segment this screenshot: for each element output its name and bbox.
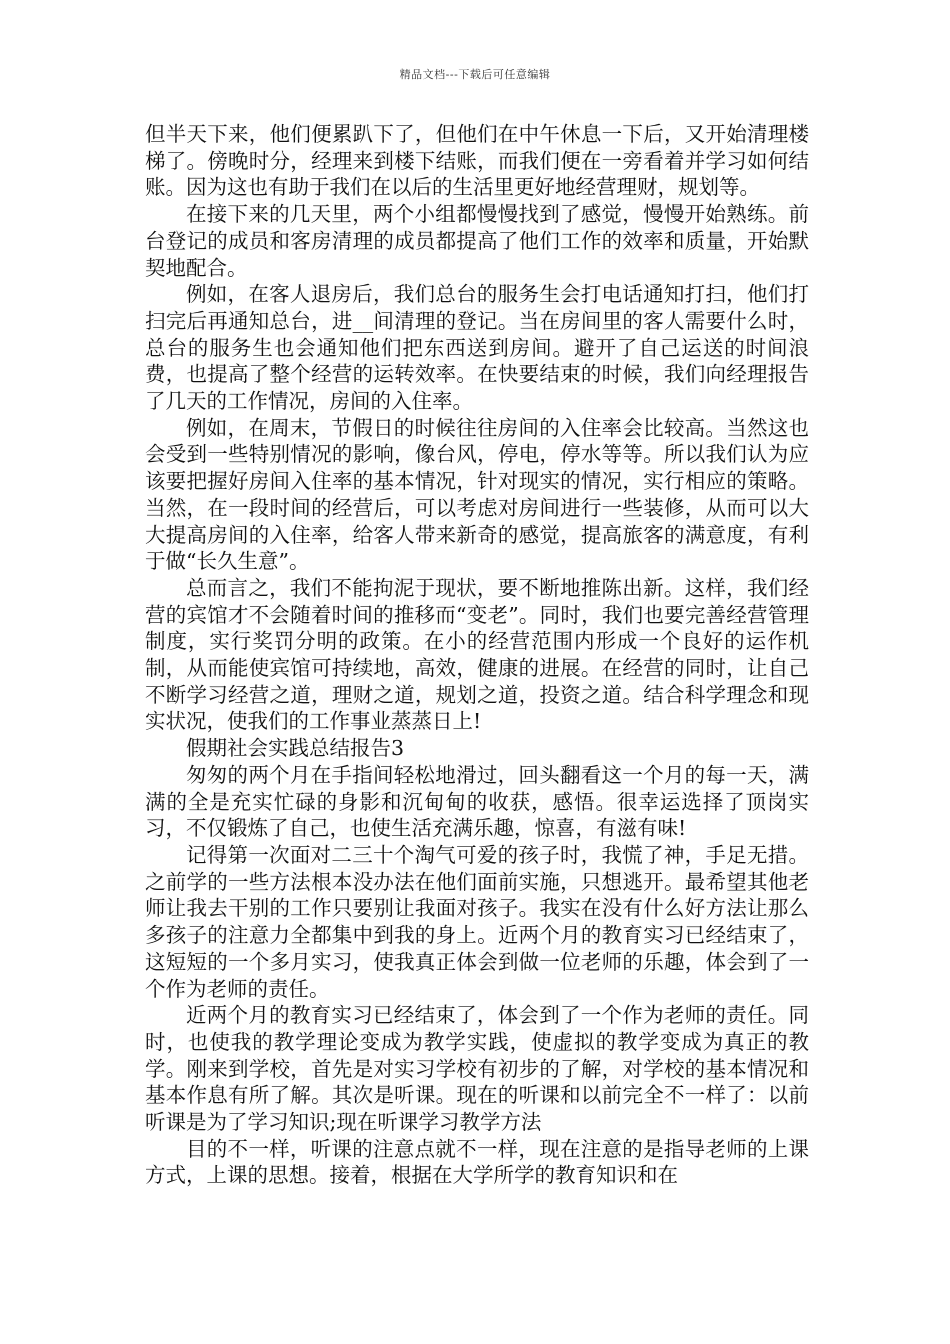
paragraph: 记得第一次面对二三十个淘气可爱的孩子时，我慌了神，手足无措。之前学的一些方法根本没办法在他们面前实施，只想逃开。最希望其他老师让我去干别的工作只要别让我面对孩子。我实在没有什么好方法让那么多孩子的注意力全都集中到我的身上。近两个月的教育实习已经结束了，这短短的一个多月实习，使我真正体会到做一位老师的乐趣，体会到了一个作为老师的责任。 bbox=[145, 842, 809, 1001]
page-header: 精品文档---下载后可任意编辑 bbox=[399, 68, 551, 81]
paragraph: 总而言之，我们不能拘泥于现状，要不断地推陈出新。这样，我们经营的宾馆才不会随着时间的推移而“变老”。同时，我们也要完善经营管理制度，实行奖罚分明的政策。在小的经营范围内形成一个良好的运作机制，从而能使宾馆可持续地，高效，健康的进展。在经营的同时，让自己不断学习经营之道，理财之道，规划之道，投资之道。结合科学理念和现实状况，使我们的工作事业蒸蒸日上! bbox=[145, 575, 809, 734]
document-body bbox=[145, 121, 809, 1189]
paragraph: 但半天下来，他们便累趴下了，但他们在中午休息一下后，又开始清理楼梯了。傍晚时分，经理来到楼下结账，而我们便在一旁看着并学习如何结账。因为这也有助于我们在以后的生活里更好地经营理财，规划等。 bbox=[145, 122, 809, 200]
paragraph: 匆匆的两个月在手指间轻松地滑过，回头翻看这一个月的每一天，满满的全是充实忙碌的身影和沉甸甸的收获，感悟。很幸运选择了顶岗实习，不仅锻炼了自己，也使生活充满乐趣，惊喜，有滋有味! bbox=[145, 762, 809, 841]
section-title: 假期社会实践总结报告3 bbox=[186, 736, 405, 761]
paragraph: 目的不一样，听课的注意点就不一样，现在注意的是指导老师的上课方式，上课的思想。接着，根据在大学所学的教育知识和在 bbox=[145, 1136, 809, 1188]
paragraph: 在接下来的几天里，两个小组都慢慢找到了感觉，慢慢开始熟练。前台登记的成员和客房清理的成员都提高了他们工作的效率和质量，开始默契地配合。 bbox=[145, 202, 809, 280]
paragraph: 例如，在客人退房后，我们总台的服务生会打电话通知打扫，他们打扫完后再通知总台，进__间清理的登记。当在房间里的客人需要什么时，总台的服务生也会通知他们把东西送到房间。避开了自己运送的时间浪费，也提高了整个经营的运转效率。在快要结束的时候，我们向经理报告了几天的工作情况，房间的入住率。 bbox=[145, 282, 809, 414]
paragraph: 例如，在周末，节假日的时候往往房间的入住率会比较高。当然这也会受到一些特别情况的影响，像台风，停电，停水等等。所以我们认为应该要把握好房间入住率的基本情况，针对现实的情况，实行相应的策略。当然，在一段时间的经营后，可以考虑对房间进行一些装修，从而可以大大提高房间的入住率，给客人带来新奇的感觉，提高旅客的满意度，有利于做“长久生意”。 bbox=[145, 415, 809, 574]
paragraph: 近两个月的教育实习已经结束了，体会到了一个作为老师的责任。同时，也使我的教学理论变成为教学实践，使虚拟的教学变成为真正的教学。刚来到学校，首先是对实习学校有初步的了解，对学校的基本情况和基本作息有所了解。其次是听课。现在的听课和以前完全不一样了：以前听课是为了学习知识;现在听课学习教学方法 bbox=[145, 1003, 809, 1135]
